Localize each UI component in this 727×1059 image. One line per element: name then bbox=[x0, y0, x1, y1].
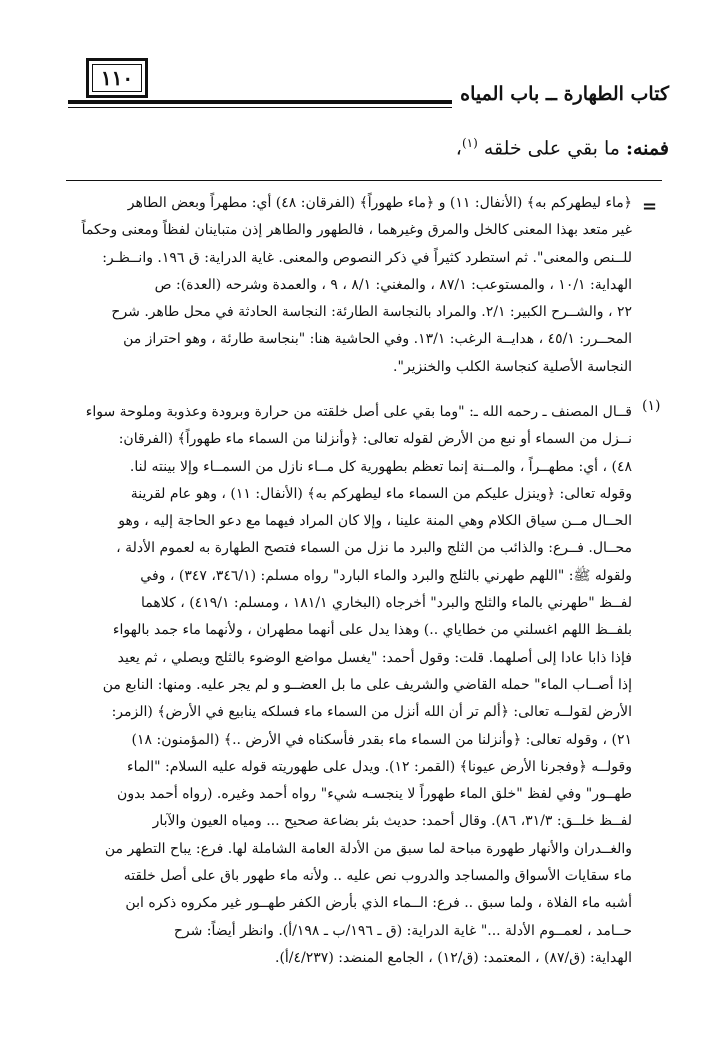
footnote-continuation-marker: = bbox=[642, 196, 658, 217]
footnote-line: محــال. فــرع: والذائب من الثلج والبرد ما نزل من السماء فتصح الطهارة به لعموم الأدلة ، bbox=[116, 540, 632, 557]
footnote-line: والغــدران والأنهار طهورة مباحة لما سبق من الأدلة العامة الشاملة لها. فرع: يباح التطهر من bbox=[104, 840, 632, 857]
footnote-line: ﴿ماء ليطهركم به﴾ (الأنفال: ١١) و ﴿ماء طهوراً﴾ (الفرقان: ٤٨) أي: مطهراً وبعض الطاهر bbox=[127, 195, 632, 211]
footnote-separator bbox=[66, 180, 662, 181]
main-trailing: ، bbox=[455, 137, 462, 160]
footnote-line: طهــور" وفي لفظ "خلق الماء طهوراً لا ينجسـه شيء" رواه أحمد وغيره. (رواه أحمد بدون bbox=[117, 786, 632, 803]
page-number: ١١٠ bbox=[86, 58, 148, 98]
footnote-line: لفــظ "طهرني بالماء والثلج والبرد" أخرجاه (البخاري ١٨١/١ ، ومسلم: ٤١٩/١) ، كلاهما bbox=[141, 595, 632, 612]
footnote-line: الأرض لقولــه تعالى: ﴿ألم تر أن الله أنزل من السماء ماء فسلكه ينابيع في الأرض﴾ (الزمر: bbox=[111, 704, 632, 721]
footnote-line: وقولــه ﴿وفجرنا الأرض عيونا﴾ (القمر: ١٢). ويدل على طهوريته قوله عليه السلام: "الماء bbox=[127, 758, 632, 775]
footnote-line: إذا أصــاب الماء" حمله القاضي والشريف على ما بل العضــو و لم يجر عليه. ومنها: النابع من bbox=[102, 676, 632, 693]
footnote-reference: (١) bbox=[461, 136, 478, 150]
running-title: كتاب الطهارة ــ باب المياه bbox=[452, 80, 669, 108]
footnote-line: ٢١) ، وقوله تعالى: ﴿وأنزلنا من السماء ماء بقدر فأسكناه في الأرض ..﴾ (المؤمنون: ١٨) bbox=[131, 731, 632, 748]
footnote-number: (١) bbox=[642, 398, 661, 414]
footnote-line: الحــال مــن سياق الكلام وهي المنة علينا ، وإلا كان المراد فيهما مع دعو الحاجة إليه ، وهو bbox=[118, 513, 632, 530]
footnote-line: لفــظ خلــق: ٣١/٣، ٨٦). وقال أحمد: حديث بئر بضاعة صحيح ... ومياه العيون والآبار bbox=[152, 813, 632, 830]
main-lead: فمنه: bbox=[625, 137, 669, 160]
footnote-line: النجاسة الأصلية كنجاسة الكلب والخنزير". bbox=[393, 358, 632, 375]
footnote-line: ماء سقايات الأسواق والمساجد والدروب نص عليه .. ولأنه ماء طهور باق على أصل خلقته bbox=[123, 868, 632, 885]
footnote-line: ٤٨) ، أي: مطهــراً ، والمــنة إنما تعظم بطهورية كل مــاء نازل من السمــاء وإلا بينته لنا. bbox=[129, 458, 632, 475]
footnote-line: المحــرر: ٤٥/١ ، هدايــة الرغب: ١٣/١. وفي الحاشية هنا: "بنجاسة طارئة ، وهو احتراز من bbox=[123, 331, 632, 348]
main-text bbox=[69, 128, 669, 163]
footnote-one bbox=[66, 399, 632, 972]
footnote-line: للــنص والمعنى". ثم استطرد كثيراً في ذكر النصوص والمعنى. غاية الدراية: ق ١٩٦. وانــظـر: bbox=[102, 249, 632, 266]
footnote-line: نــزل من السماء أو نبع من الأرض لقوله تعالى: ﴿وأنزلنا من السماء ماء طهوراً﴾ (الفرقان: bbox=[118, 431, 632, 448]
footnote-line: حــامد ، لعمــوم الأدلة ..." غاية الدراية: (ق ـ ١٩٦/ب ـ ١٩٨/أ). وانظر أيضاً: شرح bbox=[173, 922, 632, 939]
footnote-line: وقوله تعالى: ﴿وينزل عليكم من السماء ماء ليطهركم به﴾ (الأنفال: ١١) ، وهو عام لقرينة bbox=[130, 485, 632, 502]
footnote-line: ولقوله ﷺ: "اللهم طهرني بالثلج والبرد والماء البارد" رواه مسلم: (٣٤٦/١، ٣٤٧) ، وفي bbox=[140, 567, 632, 584]
footnote-line: ٢٢ ، والشــرح الكبير: ٢/١. والمراد بالنجاسة الطارئة: النجاسة الحادثة في محل طاهر. شرح bbox=[111, 304, 632, 321]
footnote-line: الهداية: (ق/٨٧) ، المعتمد: (ق/١٢) ، الجامع المنضد: (٤/٢٣٧/أ). bbox=[275, 949, 632, 966]
footnote-line: بلفــظ اللهم اغسلني من خطاياي ..) وهذا يدل على أنهما مطهران ، ولأنهما ماء جمد بالهواء bbox=[112, 622, 632, 639]
footnote-continued bbox=[66, 190, 632, 381]
footnote-line: فإذا ذابا عادا إلى أصلهما. قلت: وقول أحمد: "يغسل مواضع الوضوء بالثلج ويصلي ، ثم يعيد bbox=[117, 649, 632, 666]
main-body: ما بقي على خلقه bbox=[483, 137, 620, 160]
footnote-line: أشبه ماء الفلاة ، ولما سبق .. فرع: الــماء الذي بأرض الكفر طهــور غير مكروه ذكره ابن bbox=[125, 895, 632, 912]
footnote-line: قــال المصنف ـ رحمه الله ـ: "وما بقي على أصل خلقته من حرارة وبرودة وعذوبة وملوحة سواء bbox=[85, 404, 632, 420]
footnote-line: الهداية: ١٠/١ ، والمستوعب: ٨٧/١ ، والمغني: ٨/١ ، ٩ ، والعمدة وشرحه (العدة): ص bbox=[154, 276, 632, 293]
footnote-line: غير متعد بهذا المعنى كالخل والمرق وغيرهما ، فالطهور والطاهر إذن متباينان لفظاً ومعنى وحكماً bbox=[81, 222, 632, 239]
